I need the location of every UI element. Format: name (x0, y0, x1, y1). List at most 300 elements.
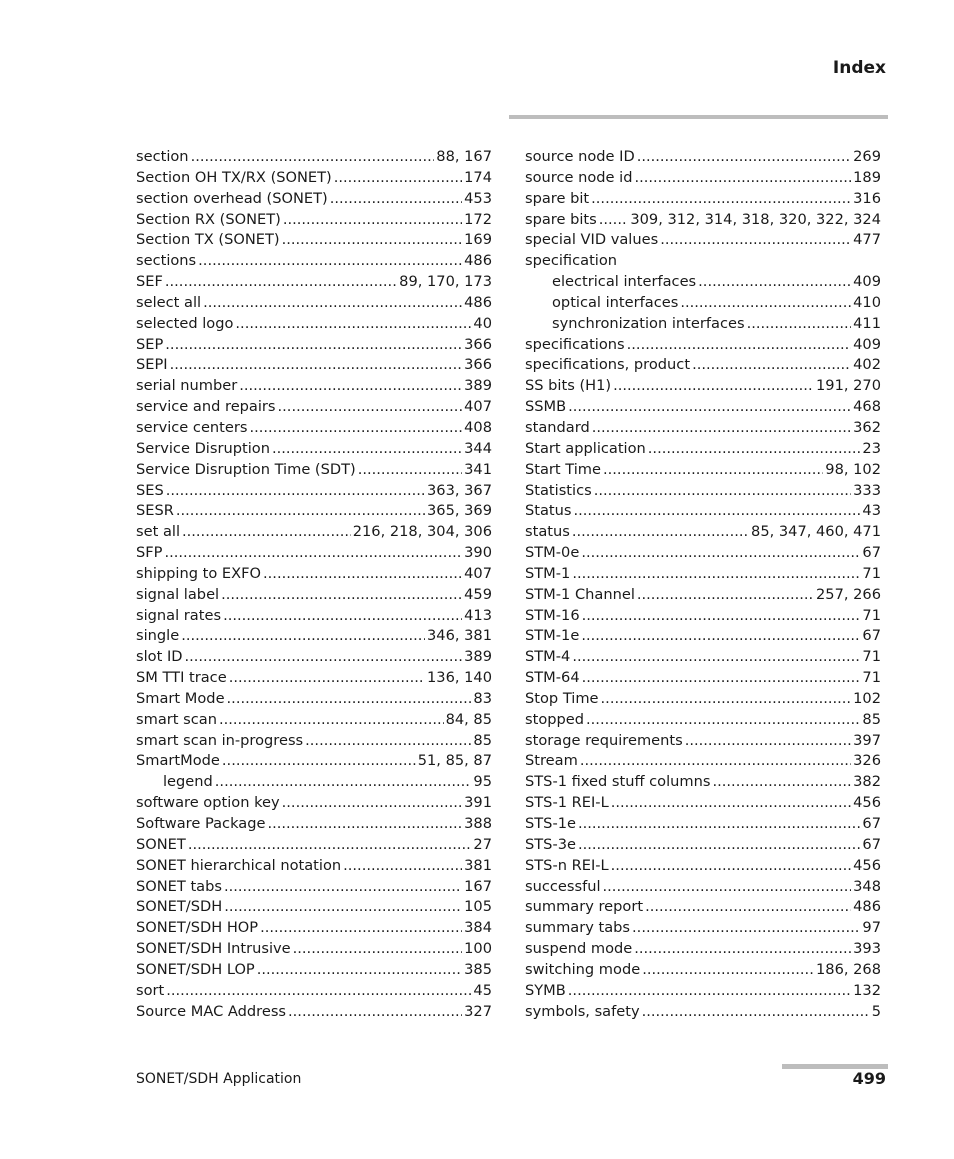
index-page-refs: 389 (464, 377, 492, 395)
index-term: STS-1 fixed stuff columns (525, 773, 711, 791)
index-term: spare bits (525, 210, 597, 228)
dot-leader (581, 626, 860, 647)
index-page-refs: 341 (464, 460, 492, 478)
index-entry (136, 710, 492, 731)
index-entry (525, 877, 881, 898)
index-term: section overhead (SONET) (136, 189, 328, 207)
index-term: serial number (136, 377, 238, 395)
dot-leader (637, 585, 814, 606)
index-term: STM-64 (525, 669, 580, 687)
index-entry (525, 439, 881, 460)
index-entry (136, 585, 492, 606)
dot-leader (166, 981, 471, 1002)
index-entry (136, 772, 492, 793)
index-term: SONET/SDH (136, 898, 223, 916)
dot-leader (330, 189, 462, 210)
index-term: SONET/SDH LOP (136, 960, 255, 978)
index-entry (136, 939, 492, 960)
index-page-refs: 344 (464, 439, 492, 457)
dot-leader (572, 522, 749, 543)
index-term: stopped (525, 710, 585, 728)
index-entry (136, 543, 492, 564)
index-page-refs: 348 (853, 877, 881, 895)
dot-leader (580, 751, 851, 772)
index-term: STS-n REI-L (525, 856, 609, 874)
index-entry (136, 606, 492, 627)
index-page-refs: 67 (862, 544, 881, 562)
index-page-refs: 174 (464, 168, 492, 186)
dot-leader (222, 751, 416, 772)
index-entry (136, 418, 492, 439)
index-term: Statistics (525, 481, 592, 499)
dot-leader (267, 814, 462, 835)
index-entry (136, 626, 492, 647)
index-page-refs: 84, 85 (445, 710, 492, 728)
dot-leader (239, 376, 462, 397)
dot-leader (235, 314, 471, 335)
index-entry (525, 606, 881, 627)
index-term: SONET/SDH HOP (136, 919, 259, 937)
index-entry (525, 731, 881, 752)
dot-leader (165, 272, 397, 293)
index-term: source node id (525, 168, 633, 186)
dot-leader (627, 335, 851, 356)
index-term: shipping to EXFO (136, 564, 262, 582)
index-term: Stop Time (525, 689, 599, 707)
index-entry (136, 460, 492, 481)
index-entry (136, 751, 492, 772)
index-term: STS-1e (525, 815, 576, 832)
index-entry (525, 585, 881, 606)
index-page-refs: 468 (853, 398, 881, 416)
index-page-refs: 326 (853, 752, 881, 770)
dot-leader (288, 1002, 462, 1023)
dot-leader (305, 731, 471, 752)
index-term: software option key (136, 794, 280, 812)
index-term: SEP (136, 335, 164, 353)
dot-leader (263, 564, 462, 585)
index-page-refs: 98, 102 (825, 460, 881, 478)
index-page-refs: 365, 369 (427, 502, 492, 520)
index-entry (525, 960, 881, 981)
dot-leader (637, 147, 851, 168)
index-entry (525, 647, 881, 668)
index-page-refs: 366 (464, 335, 492, 353)
footer-doc-title: SONET/SDH Application (136, 1071, 302, 1087)
index-term: STM-0e (525, 544, 580, 562)
index-page-refs: 363, 367 (427, 481, 492, 499)
index-entry (525, 522, 881, 543)
index-page-refs: 43 (862, 502, 881, 520)
index-entry (136, 918, 492, 939)
index-page-refs: 459 (464, 585, 492, 603)
index-page-refs: 453 (464, 189, 492, 207)
index-entry (525, 856, 881, 877)
index-page-refs: 85 (473, 731, 492, 749)
dot-leader (634, 939, 851, 960)
index-term: SM TTI trace (136, 669, 227, 687)
dot-leader (698, 272, 851, 293)
running-header-title: Index (832, 58, 886, 78)
index-entry (136, 564, 492, 585)
index-term: select all (136, 293, 202, 311)
dot-leader (572, 647, 860, 668)
index-entry (525, 293, 881, 314)
index-page-refs: 407 (464, 564, 492, 582)
index-page-refs: 385 (464, 960, 492, 978)
index-term: STM-1 (525, 564, 571, 582)
index-entry (525, 272, 881, 293)
index-page-refs: 346, 381 (427, 627, 492, 645)
index-term: SFP (136, 544, 163, 562)
dot-leader (603, 877, 852, 898)
dot-leader (685, 731, 851, 752)
index-page-refs: 402 (853, 356, 881, 374)
index-page-refs: 85, 347, 460, 471 (751, 523, 881, 541)
index-entry (525, 501, 881, 522)
index-entry (525, 710, 881, 731)
dot-leader (223, 606, 462, 627)
index-page-refs: 388 (464, 815, 492, 832)
index-entry (525, 793, 881, 814)
index-term: status (525, 523, 570, 541)
index-entry (525, 418, 881, 439)
index-page-refs: 71 (862, 564, 881, 582)
index-page-refs: 71 (862, 648, 881, 666)
index-term: Smart Mode (136, 689, 225, 707)
index-entry (525, 626, 881, 647)
dot-leader (601, 689, 852, 710)
index-entry (136, 251, 492, 272)
index-term: signal rates (136, 606, 222, 624)
index-term: source node ID (525, 148, 635, 165)
index-term: SONET hierarchical notation (136, 856, 342, 874)
index-term: Service Disruption (136, 439, 270, 457)
index-entry (525, 939, 881, 960)
index-term: spare bit (525, 189, 590, 207)
dot-leader (334, 168, 462, 189)
index-page-refs: 397 (853, 731, 881, 749)
index-page-refs: 89, 170, 173 (399, 273, 492, 291)
dot-leader (170, 355, 463, 376)
index-page-refs: 362 (853, 418, 881, 436)
index-entry (525, 835, 881, 856)
dot-leader (568, 397, 851, 418)
dot-leader (181, 626, 425, 647)
index-entry (136, 335, 492, 356)
dot-leader (343, 856, 462, 877)
index-page-refs: 333 (853, 481, 881, 499)
dot-leader (594, 481, 851, 502)
index-term: Software Package (136, 815, 266, 832)
dot-leader (257, 960, 462, 981)
index-entry (525, 189, 881, 210)
index-page-refs: 186, 268 (816, 960, 881, 978)
index-page-refs: 381 (464, 856, 492, 874)
dot-leader (182, 522, 351, 543)
index-entry (525, 543, 881, 564)
index-term: standard (525, 418, 590, 436)
dot-leader (188, 835, 472, 856)
index-page-refs: 366 (464, 356, 492, 374)
index-term: Section TX (SONET) (136, 231, 280, 249)
index-entry (136, 981, 492, 1002)
index-page-refs: 486 (464, 293, 492, 311)
dot-leader (692, 355, 851, 376)
dot-leader (191, 147, 435, 168)
index-entry (525, 897, 881, 918)
index-page-refs: 67 (862, 835, 881, 853)
index-entry (525, 335, 881, 356)
index-page-refs: 51, 85, 87 (417, 752, 492, 770)
index-term: switching mode (525, 960, 641, 978)
index-page-refs: 309, 312, 314, 318, 320, 322, 324 (630, 210, 881, 228)
index-entry (136, 897, 492, 918)
index-term: legend (163, 773, 213, 791)
index-page-refs: 105 (464, 898, 492, 916)
index-page-refs: 407 (464, 398, 492, 416)
index-entry (136, 481, 492, 502)
index-term: selected logo (136, 314, 234, 332)
index-page-refs: 477 (853, 231, 881, 249)
dot-leader (358, 460, 462, 481)
index-term: summary tabs (525, 919, 631, 937)
index-term: electrical interfaces (552, 273, 697, 291)
index-entry (136, 272, 492, 293)
dot-leader (642, 1002, 870, 1023)
index-page-refs: 172 (464, 210, 492, 228)
index-entry (525, 772, 881, 793)
index-entry (136, 793, 492, 814)
dot-leader (660, 230, 851, 251)
dot-leader (713, 772, 852, 793)
index-term: specifications, product (525, 356, 691, 374)
index-page-refs: 85 (862, 710, 881, 728)
dot-leader (221, 585, 462, 606)
index-page-refs: 88, 167 (436, 148, 492, 165)
index-term: sort (136, 981, 165, 999)
index-entry (525, 564, 881, 585)
index-term: STS-1 REI-L (525, 794, 609, 812)
index-entry (136, 877, 492, 898)
dot-leader (176, 501, 425, 522)
index-term: Start application (525, 439, 646, 457)
index-entry (136, 293, 492, 314)
index-entry (136, 501, 492, 522)
index-term: STM-4 (525, 648, 571, 666)
index-term: SONET/SDH Intrusive (136, 940, 291, 958)
index-page-refs: 257, 266 (816, 585, 881, 603)
index-page-refs: 216, 218, 304, 306 (352, 523, 492, 541)
dot-leader (642, 960, 814, 981)
index-entry (136, 439, 492, 460)
index-term: STM-1 Channel (525, 585, 635, 603)
index-column-left (136, 147, 492, 1022)
dot-leader (272, 439, 462, 460)
dot-leader (632, 918, 860, 939)
dot-leader (578, 835, 860, 856)
dot-leader (164, 543, 462, 564)
index-page-refs: 391 (464, 794, 492, 812)
index-term: SYMB (525, 981, 566, 999)
index-entry (136, 668, 492, 689)
index-term: smart scan (136, 710, 217, 728)
index-term: symbols, safety (525, 1002, 640, 1020)
index-page-refs: 83 (473, 689, 492, 707)
index-term: specifications (525, 335, 625, 353)
index-entry (136, 230, 492, 251)
index-page-refs: 384 (464, 919, 492, 937)
index-page-refs: 67 (862, 627, 881, 645)
dot-leader (611, 856, 851, 877)
index-page-refs: 5 (871, 1002, 881, 1020)
index-entry (525, 147, 881, 168)
index-page-refs: 27 (473, 835, 492, 853)
index-term: synchronization interfaces (552, 314, 745, 332)
dot-leader (215, 772, 472, 793)
dot-leader (599, 210, 629, 231)
dot-leader (613, 376, 814, 397)
dot-leader (591, 189, 851, 210)
index-term: Source MAC Address (136, 1002, 287, 1020)
index-term: Service Disruption Time (SDT) (136, 460, 356, 478)
dot-leader (282, 793, 462, 814)
dot-leader (283, 210, 462, 231)
index-term: slot ID (136, 648, 183, 666)
dot-leader (282, 230, 463, 251)
dot-leader (227, 689, 472, 710)
index-term: SES (136, 481, 164, 499)
index-page-refs: 327 (464, 1002, 492, 1020)
index-page-refs: 390 (464, 544, 492, 562)
index-term: sections (136, 252, 197, 270)
index-term: storage requirements (525, 731, 683, 749)
index-entry (136, 856, 492, 877)
dot-leader (603, 460, 823, 481)
index-page-refs: 169 (464, 231, 492, 249)
dot-leader (203, 293, 462, 314)
index-page-refs: 97 (862, 919, 881, 937)
index-page-refs: 100 (464, 940, 492, 958)
index-entry (525, 376, 881, 397)
index-term: smart scan in-progress (136, 731, 304, 749)
dot-leader (582, 606, 861, 627)
index-entry (136, 647, 492, 668)
index-page-refs: 456 (853, 794, 881, 812)
index-entry (525, 397, 881, 418)
index-page-refs: 393 (853, 940, 881, 958)
dot-leader (260, 918, 462, 939)
index-page-refs: 269 (853, 148, 881, 165)
index-entry (136, 210, 492, 231)
index-term: suspend mode (525, 940, 633, 958)
index-page-refs: 71 (862, 669, 881, 687)
dot-leader (581, 543, 860, 564)
index-term: summary report (525, 898, 644, 916)
index-term: specification (525, 252, 618, 270)
index-term: STM-1e (525, 627, 580, 645)
index-entry (525, 751, 881, 772)
index-entry (136, 397, 492, 418)
index-page-refs: 486 (464, 252, 492, 270)
dot-leader (198, 251, 462, 272)
index-page-refs: 95 (473, 773, 492, 791)
index-entry (136, 314, 492, 335)
dot-leader (586, 710, 860, 731)
index-page-refs: 102 (853, 689, 881, 707)
index-entry (136, 731, 492, 752)
index-term: optical interfaces (552, 293, 679, 311)
dot-leader (648, 439, 861, 460)
index-page-refs: 409 (853, 273, 881, 291)
index-term: Start Time (525, 460, 602, 478)
index-term: SONET (136, 835, 186, 853)
index-entry (136, 835, 492, 856)
index-page-refs: 411 (853, 314, 881, 332)
index-page-refs: 67 (862, 815, 881, 832)
index-page-refs: 456 (853, 856, 881, 874)
index-page-refs: 409 (853, 335, 881, 353)
index-term: SEPI (136, 356, 168, 374)
index-entry (525, 1002, 881, 1023)
index-entry (136, 168, 492, 189)
index-term: Stream (525, 752, 578, 770)
index-entry (525, 168, 881, 189)
index-page-refs: 382 (853, 773, 881, 791)
index-entry (525, 689, 881, 710)
dot-leader (747, 314, 852, 335)
dot-leader (229, 668, 425, 689)
index-entry (136, 960, 492, 981)
index-entry (136, 814, 492, 835)
index-term: SSMB (525, 398, 567, 416)
index-entry (525, 314, 881, 335)
index-page-refs: 410 (853, 293, 881, 311)
page-number: 499 (852, 1069, 886, 1088)
dot-leader (166, 481, 425, 502)
dot-leader (224, 897, 462, 918)
dot-leader (185, 647, 463, 668)
dot-leader (634, 168, 851, 189)
index-entry (136, 189, 492, 210)
index-term: SEF (136, 273, 163, 291)
dot-leader (582, 668, 861, 689)
index-entry (136, 689, 492, 710)
dot-leader (249, 418, 462, 439)
dot-leader (645, 897, 851, 918)
index-entry (136, 376, 492, 397)
index-column-right (525, 147, 881, 1022)
index-term: Section RX (SONET) (136, 210, 281, 228)
index-page-refs: 316 (853, 189, 881, 207)
index-term: STM-16 (525, 606, 580, 624)
index-page-refs: 413 (464, 606, 492, 624)
dot-leader (278, 397, 463, 418)
index-entry (525, 230, 881, 251)
index-term: service and repairs (136, 398, 276, 416)
index-term: section (136, 148, 189, 165)
index-term: Status (525, 502, 572, 520)
index-entry (525, 918, 881, 939)
index-entry (525, 460, 881, 481)
index-term: STS-3e (525, 835, 576, 853)
index-page-refs: 132 (853, 981, 881, 999)
dot-leader (219, 710, 444, 731)
dot-leader (568, 981, 851, 1002)
dot-leader (611, 793, 851, 814)
index-entry (525, 814, 881, 835)
index-entry (136, 1002, 492, 1023)
